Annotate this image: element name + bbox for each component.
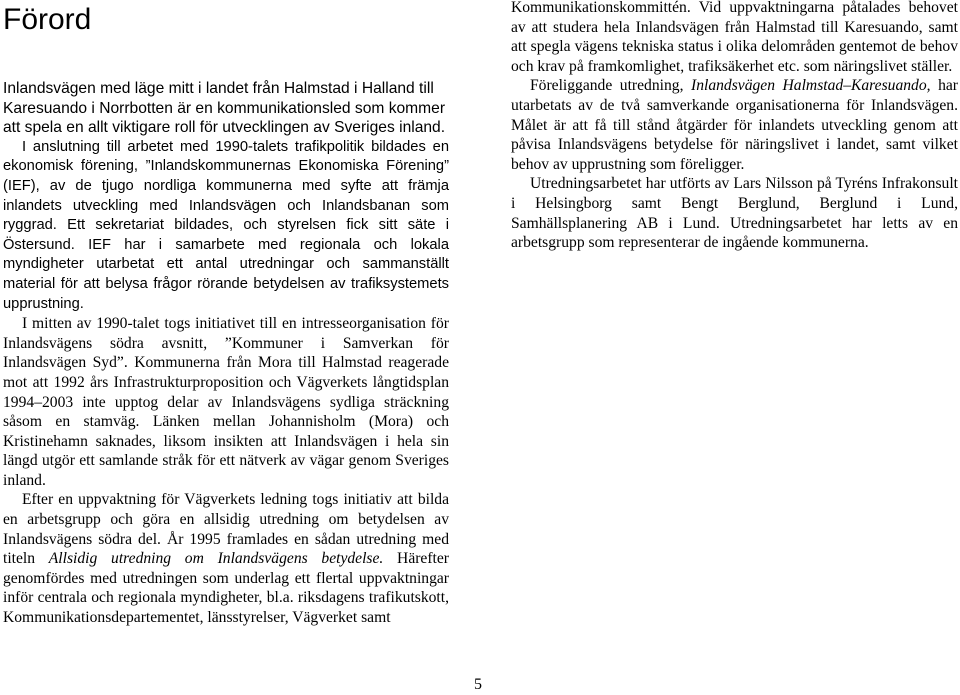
report-title-italic: Allsidig utredning om Inlandsvägens betydelse. bbox=[48, 550, 384, 568]
paragraph-foreliggande-text: Föreliggande utredning, bbox=[530, 77, 691, 95]
left-column bbox=[3, 79, 449, 628]
lead-paragraph: Inlandsvägen med läge mitt i landet från Halmstad i Halland till Karesuando i Norrbotten är en kommunikationsled som kommer att spela en allt viktigare roll för utvecklingen av Sveriges inland. bbox=[3, 80, 446, 137]
paragraph-uppvaktning-text: Efter en uppvaktning för Vägverkets ledning togs initiativ att bilda en arbetsgrupp och göra en allsidig utredning om betydelsen av Inlandsvägens södra del. År 1995 framlades en sådan utredning med titeln bbox=[3, 491, 449, 568]
study-title-italic: Inlandsvägen Halmstad–Karesuando, bbox=[691, 77, 931, 95]
page-title: Förord bbox=[3, 3, 92, 36]
paragraph-uppvaktning bbox=[3, 490, 449, 627]
paragraph-ief bbox=[3, 138, 449, 314]
paragraph-ief-cont: IEF har i samarbete med regionala och lokala myndigheter utarbetat ett antal utredningar och sammanställt material för att belysa frågor rörande betydelsen av trafiksystemets upprustning. bbox=[3, 236, 449, 312]
paragraph-kommitten: Kommunikationskommittén. Vid uppvaktningarna påtalades behovet av att studera hela Inlandsvägen från Halmstad till Karesuando, samt att spegla vägens tekniska status i olika delområden gentemot de behov och krav på framkomlighet, trafiksäkerhet etc. som näringslivet ställer. bbox=[511, 0, 958, 75]
paragraph-ief-text: I anslutning till arbetet med 1990-talets trafikpolitik bildades en ekonomisk förening, ”Inlandskommunernas Ekonomiska Förening” (IEF), av de tjugo nordliga kommunerna med syfte att främja inlandets utveckling med Inlandsvägen och Inlandsbanan som ryggrad. Ett sekretariat bildades, och styrelsen fick sitt säte i Östersund. bbox=[3, 138, 449, 253]
right-column bbox=[511, 0, 958, 253]
paragraph-mid-1990s: I mitten av 1990-talet togs initiativet till en intresseorganisation för Inlandsvägens södra avsnitt, ”Kommuner i Samverkan för Inlandsvägen Syd”. Kommunerna från Mora till Halmstad reagerade mot att 1992 års Infrastrukturproposition och Vägverkets långtidsplan 1994–2003 inte upptog delar av Inlandsvägens sydliga sträckning såsom en stamväg. Länken mellan Johannisholm (Mora) och Kristinehamn saknades, liksom insikten att Inlandsvägen i hela sin längd utgör ett samlande stråk för ett nätverk av vägar genom Sveriges inland. bbox=[3, 315, 449, 489]
paragraph-foreliggande bbox=[511, 76, 958, 174]
page-number: 5 bbox=[474, 676, 482, 693]
paragraph-utredningsarbetet: Utredningsarbetet har utförts av Lars Nilsson på Tyréns Infrakonsult i Helsingborg samt Bengt Berglund, Berglund i Lund, Samhällsplanering AB i Lund. Utredningsarbetet har letts av en arbetsgrupp som representerar de ingående kommunerna. bbox=[511, 175, 958, 252]
paragraph-uppvaktning-cont: Härefter genomfördes med utredningen som underlag ett flertal uppvaktningar inför centrala och regionala myndigheter, bl.a. riksdagens trafikutskott, Kommunikationsdepartementet, länsstyrelser, Vägverket samt bbox=[3, 550, 449, 627]
paragraph-foreliggande-cont: har utarbetats av de två samverkande organisationerna för Inlandsvägen. Målet är att få till stånd åtgärder för inlandets utveckling genom att påvisa Inlandsvägens betydelse för näringslivet i landet, samt vilket behov av upprustning som föreligger. bbox=[511, 77, 958, 173]
